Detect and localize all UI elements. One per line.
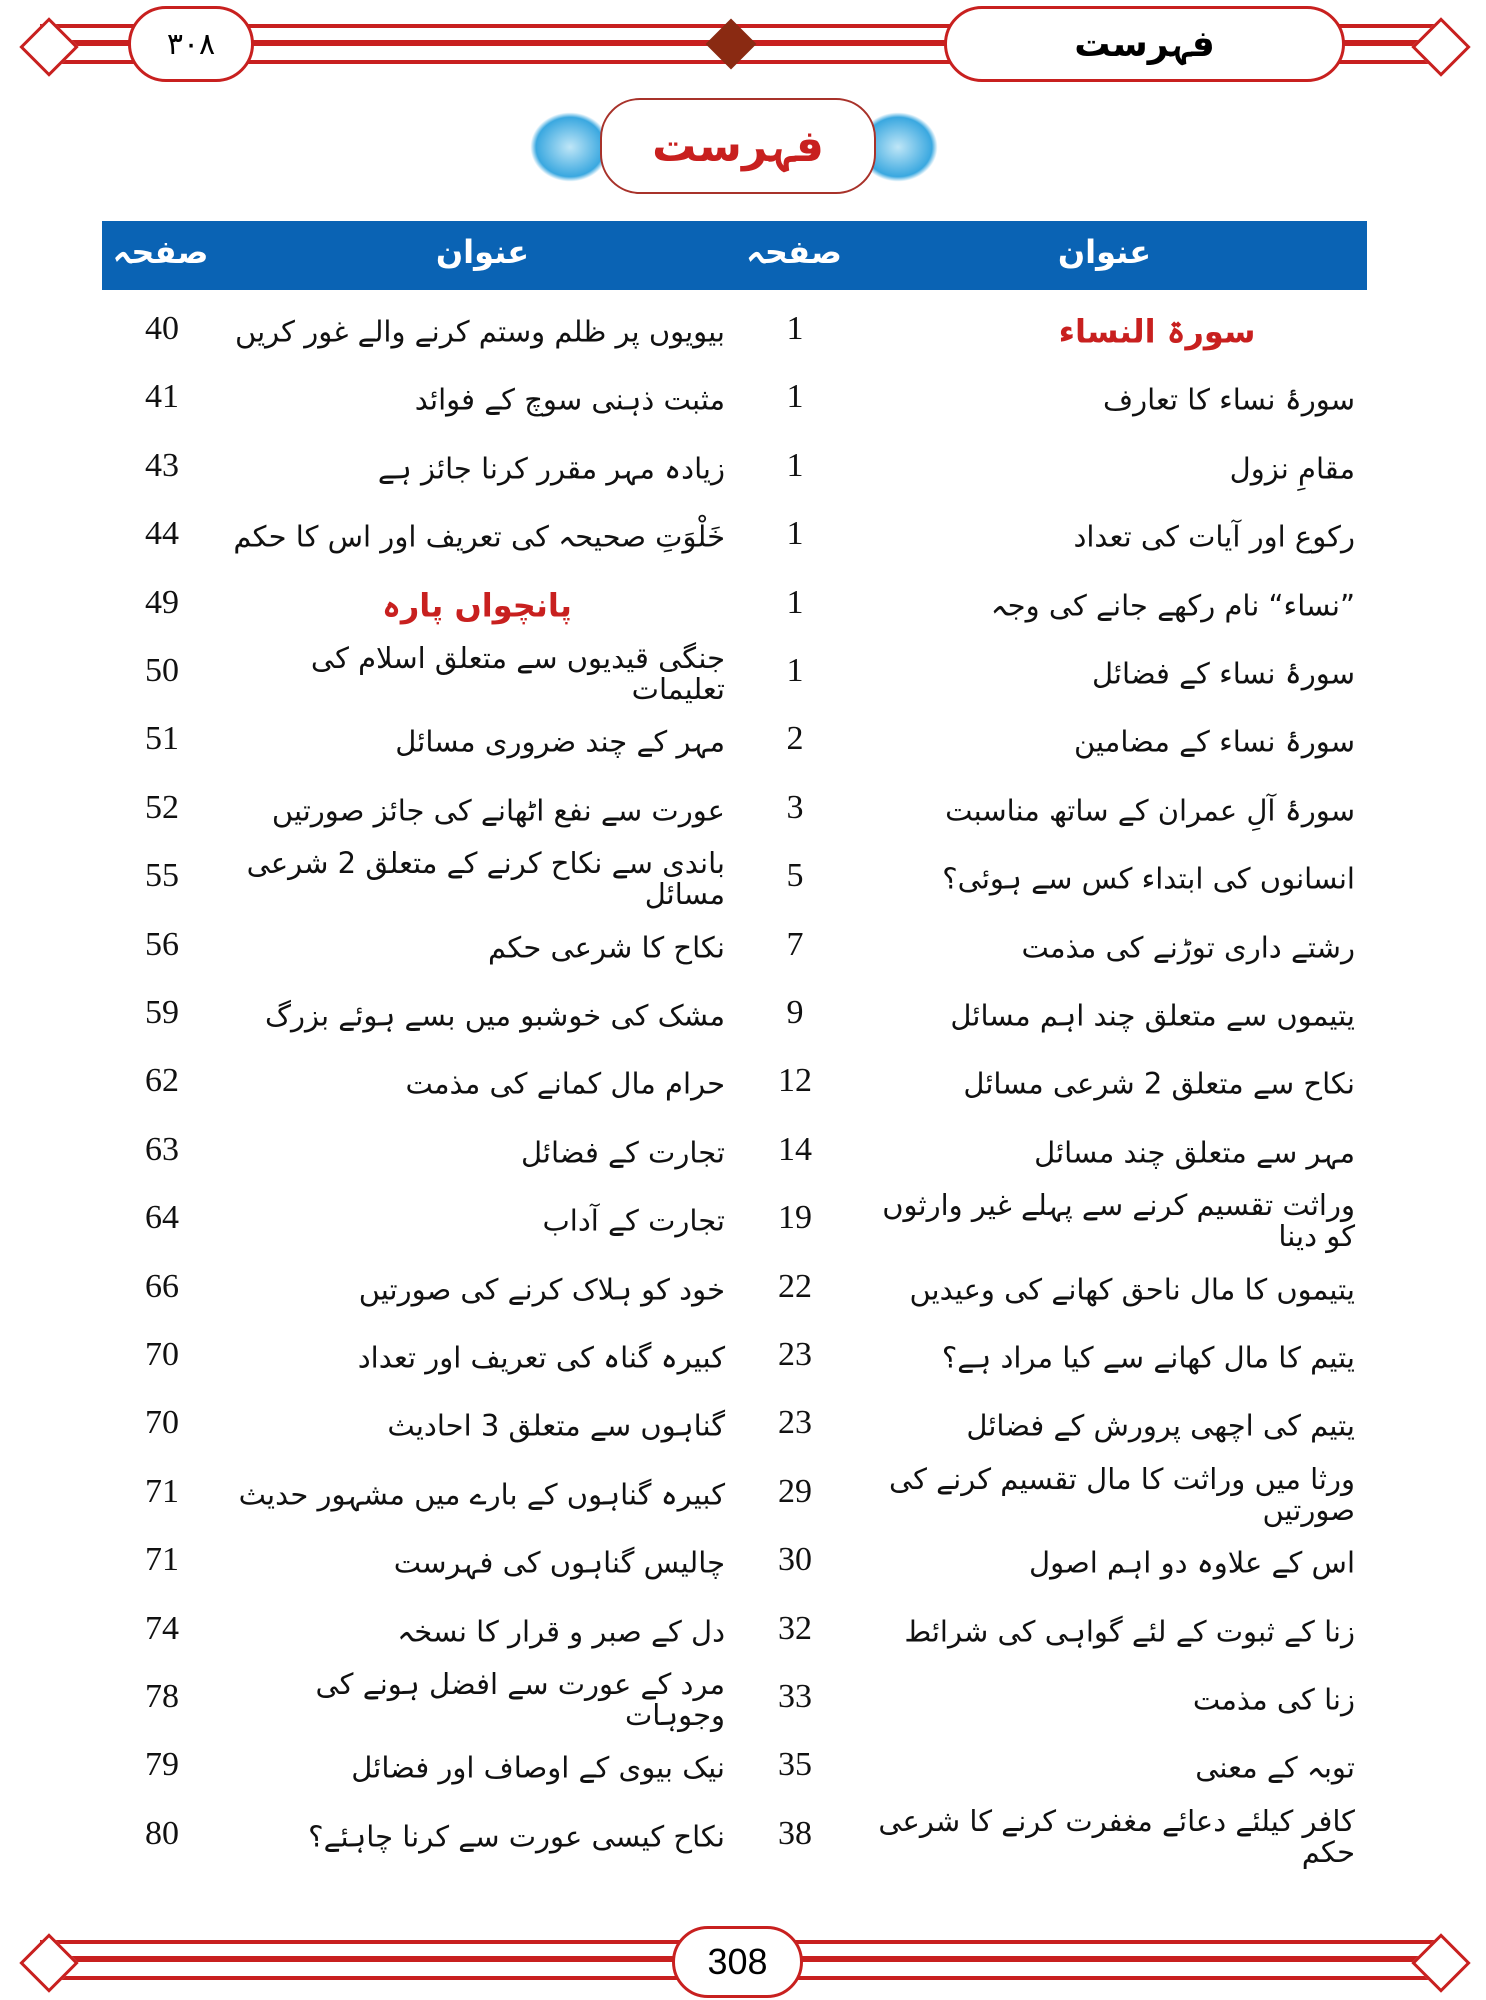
entry-page: 71 — [145, 1541, 179, 1579]
table-row — [102, 1050, 1367, 1118]
entry-title[interactable]: مقامِ نزول — [1229, 451, 1355, 486]
entry-title[interactable]: کبیرہ گناہ کی تعریف اور تعداد — [357, 1340, 725, 1375]
entry-title[interactable]: مرد کے عورت سے افضل ہونے کی وجوہات — [315, 1667, 725, 1732]
entry-title[interactable]: زیادہ مہر مقرر کرنا جائز ہے — [377, 451, 725, 486]
entry-page: 52 — [145, 788, 179, 826]
entry-page: 70 — [145, 1336, 179, 1373]
column-header-title-left: عنوان — [435, 233, 530, 271]
table-row — [102, 1461, 1367, 1529]
entry-title[interactable]: خود کو ہلاک کرنے کی صورتیں — [358, 1272, 725, 1307]
entry-title[interactable]: تجارت کے فضائل — [520, 1135, 725, 1170]
entry-title[interactable]: یتیموں کا مال ناحق کھانے کی وعیدیں — [909, 1272, 1355, 1307]
entry-page: 23 — [778, 1404, 812, 1442]
table-row — [102, 572, 1367, 640]
column-header-page-right: صفحہ — [746, 233, 842, 271]
entry-page: 12 — [778, 1062, 812, 1100]
entry-title[interactable]: نیک بیوی کے اوصاف اور فضائل — [351, 1750, 725, 1785]
entry-page: 49 — [145, 583, 179, 621]
entry-page: 43 — [145, 446, 179, 484]
table-row — [102, 845, 1367, 913]
entry-title[interactable]: پانچواں پارہ — [382, 586, 572, 625]
entry-title[interactable]: مہر کے چند ضروری مسائل — [395, 724, 725, 759]
entry-title[interactable]: مثبت ذہنی سوچ کے فوائد — [414, 382, 725, 417]
entry-title[interactable]: سورۂ آلِ عمران کے ساتھ مناسبت — [945, 793, 1355, 828]
entry-page: 80 — [145, 1814, 179, 1852]
entry-title[interactable]: مہر سے متعلق چند مسائل — [1034, 1135, 1355, 1170]
entry-title[interactable]: نکاح سے متعلق 2 شرعی مسائل — [963, 1066, 1355, 1101]
entry-title[interactable]: یتیم کا مال کھانے سے کیا مراد ہے؟ — [941, 1340, 1355, 1375]
entry-page: 62 — [145, 1062, 179, 1100]
entry-title[interactable]: خَلْوَتِ صحیحہ کی تعریف اور اس کا حکم — [233, 519, 725, 554]
entry-title[interactable]: چالیس گناہوں کی فہرست — [393, 1545, 725, 1580]
entry-page: 55 — [145, 857, 179, 895]
entry-title[interactable]: ”نساء“ نام رکھے جانے کی وجہ — [990, 588, 1355, 623]
entry-page: 44 — [145, 515, 179, 553]
table-row — [102, 503, 1367, 571]
entry-title[interactable]: گناہوں سے متعلق 3 احادیث — [387, 1408, 725, 1443]
entry-title[interactable]: ورثا میں وراثت کا مال تقسیم کرنے کی صورتیں — [888, 1461, 1355, 1527]
table-row — [102, 298, 1367, 366]
table-row — [102, 1666, 1367, 1734]
entry-page: 23 — [778, 1336, 812, 1373]
table-row — [102, 1324, 1367, 1392]
entry-title[interactable]: یتیموں سے متعلق چند اہم مسائل — [950, 998, 1355, 1033]
entry-page: 51 — [145, 720, 179, 758]
entry-title[interactable]: جنگی قیدیوں سے متعلق اسلام کی تعلیمات — [310, 641, 725, 706]
entry-title[interactable]: رکوع اور آیات کی تعداد — [1073, 519, 1355, 554]
entry-page: 1 — [786, 310, 804, 347]
entry-title[interactable]: رشتے داری توڑنے کی مذمت — [1021, 930, 1355, 965]
entry-page: 78 — [145, 1678, 179, 1715]
entry-page: 74 — [145, 1609, 179, 1647]
table-row — [102, 1392, 1367, 1460]
entry-page: 19 — [778, 1199, 812, 1237]
entry-title[interactable]: حرام مال کمانے کی مذمت — [405, 1066, 725, 1101]
entry-page: 38 — [778, 1814, 812, 1852]
table-row — [102, 640, 1367, 708]
entry-title[interactable]: انسانوں کی ابتداء کس سے ہوئی؟ — [942, 861, 1355, 896]
entry-page: 2 — [786, 720, 804, 758]
entry-title[interactable]: سورۃ النساء — [1058, 312, 1256, 351]
entry-title[interactable]: عورت سے نفع اٹھانے کی جائز صورتیں — [271, 793, 725, 828]
entry-page: 33 — [778, 1678, 812, 1715]
table-row — [102, 914, 1367, 982]
entry-title[interactable]: باندی سے نکاح کرنے کے متعلق 2 شرعی مسائل — [246, 846, 725, 912]
table-row — [102, 1734, 1367, 1802]
entry-page: 1 — [786, 583, 804, 621]
table-row — [102, 1803, 1367, 1871]
entry-title[interactable]: نکاح کا شرعی حکم — [488, 930, 725, 965]
entry-page: 1 — [786, 378, 804, 416]
entry-page: 70 — [145, 1404, 179, 1442]
table-row — [102, 708, 1367, 776]
header-page-number: ٣٠٨ — [166, 26, 216, 62]
entry-page: 56 — [145, 925, 179, 963]
table-row — [102, 777, 1367, 845]
entry-page: 5 — [786, 857, 804, 895]
entry-page: 22 — [778, 1267, 812, 1305]
table-row — [102, 1256, 1367, 1324]
entry-title[interactable]: کافر کیلئے دعائے مغفرت کرنے کا شرعی حکم — [878, 1803, 1355, 1869]
entry-title[interactable]: سورۂ نساء کا تعارف — [1103, 382, 1355, 417]
entry-page: 32 — [778, 1609, 812, 1647]
entry-page: 59 — [145, 994, 179, 1031]
table-row — [102, 1119, 1367, 1187]
entry-page: 71 — [145, 1472, 179, 1510]
entry-page: 9 — [786, 994, 804, 1031]
entry-page: 1 — [786, 446, 804, 484]
entry-page: 40 — [145, 310, 179, 347]
table-header — [102, 221, 1367, 290]
entry-title[interactable]: زنا کی مذمت — [1192, 1682, 1355, 1717]
entry-title[interactable]: یتیم کی اچھی پرورش کے فضائل — [966, 1408, 1355, 1443]
footer-page-number: 308 — [707, 1941, 768, 1982]
entry-page: 79 — [145, 1746, 179, 1784]
entry-page: 29 — [778, 1472, 812, 1510]
table-row — [102, 1598, 1367, 1666]
entry-page: 1 — [786, 652, 804, 689]
column-header-title-right: عنوان — [1057, 233, 1152, 271]
table-row — [102, 435, 1367, 503]
entry-title[interactable]: سورۂ نساء کے مضامین — [1073, 724, 1355, 759]
entry-title[interactable]: زنا کے ثبوت کے لئے گواہی کی شرائط — [904, 1614, 1355, 1649]
entry-page: 63 — [145, 1130, 179, 1168]
entry-page: 35 — [778, 1746, 812, 1784]
entry-title[interactable]: تجارت کے آداب — [542, 1203, 725, 1238]
floral-ornament-icon — [530, 112, 610, 182]
entry-page: 1 — [786, 515, 804, 553]
page-title: فہرست — [652, 120, 824, 172]
entry-title[interactable]: توبہ کے معنی — [1195, 1750, 1355, 1785]
entry-page: 66 — [145, 1267, 179, 1305]
entry-title[interactable]: وراثت تقسیم کرنے سے پہلے غیر وارثوں کو دینا — [882, 1188, 1355, 1254]
header-section-title: فہرست — [1074, 23, 1215, 65]
table-row — [102, 1529, 1367, 1597]
entry-title[interactable]: سورۂ نساء کے فضائل — [1091, 656, 1355, 691]
entry-title[interactable]: نکاح کیسی عورت سے کرنا چاہئے؟ — [308, 1819, 725, 1854]
entry-page: 50 — [145, 652, 179, 689]
entry-title[interactable]: کبیرہ گناہوں کے بارے میں مشہور حدیث — [238, 1477, 725, 1512]
entry-page: 41 — [145, 378, 179, 416]
entry-title[interactable]: بیویوں پر ظلم وستم کرنے والے غور کریں — [235, 314, 725, 349]
table-row — [102, 366, 1367, 434]
entry-page: 30 — [778, 1541, 812, 1579]
entry-page: 64 — [145, 1199, 179, 1237]
column-header-page-left: صفحہ — [112, 233, 209, 271]
entry-page: 14 — [778, 1130, 812, 1168]
entry-title[interactable]: اس کے علاوہ دو اہم اصول — [1029, 1545, 1355, 1580]
table-row — [102, 1187, 1367, 1255]
entry-page: 7 — [786, 925, 804, 963]
entry-title[interactable]: مشک کی خوشبو میں بسے ہوئے بزرگ — [265, 998, 725, 1033]
entry-title[interactable]: دل کے صبر و قرار کا نسخہ — [397, 1614, 725, 1649]
entry-page: 3 — [786, 788, 804, 826]
table-row — [102, 982, 1367, 1050]
